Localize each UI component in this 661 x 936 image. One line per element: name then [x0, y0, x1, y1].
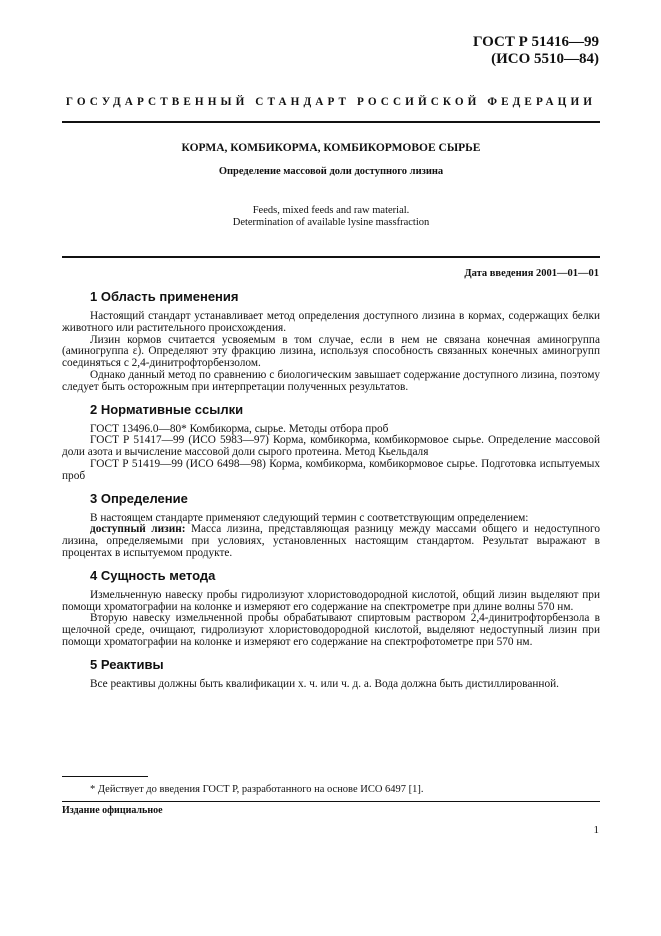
document-subtitle: Определение массовой доли доступного лизина [218, 166, 444, 177]
term-text: Масса лизина, представляющая разницу между массами общего и недоступного лизина, определяемыми при условиях, установленных настоящим стандартом. Результат выражают в процентах в испытуемом продукте. [62, 523, 600, 559]
footnote: * Действует до введения ГОСТ Р, разработанного на основе ИСО 6497 [1]. [90, 784, 424, 795]
footnote-divider [62, 776, 148, 777]
document-body [62, 289, 600, 699]
english-title [62, 205, 600, 229]
edition-label: Издание официальное [62, 805, 163, 816]
section-heading: 5 Реактивы [90, 656, 164, 672]
iso-number: (ИСО 5510—84) [491, 51, 599, 67]
reference-item: ГОСТ Р 51419—99 (ИСО 6498—98) Корма, комбикорма, комбикормовое сырье. Подготовка испытуемых проб [62, 457, 600, 482]
term: доступный лизин: [90, 523, 186, 536]
edition-divider [62, 801, 600, 802]
section-heading: 2 Нормативные ссылки [90, 401, 244, 417]
standard-number-block [473, 34, 599, 68]
section-heading: 4 Сущность метода [90, 567, 216, 583]
paragraph: Лизин кормов считается усвояемым в том случае, если в нем не связана конечная аминогруппа (аминогруппа ε). Определяют эту фракцию лизина, используя способность связанных конечных аминогрупп соединяться с 2,4-динитрофторбензолом. [62, 333, 600, 370]
reference-item: ГОСТ Р 51417—99 (ИСО 5983—97) Корма, комбикорма, комбикормовое сырье. Определение массовой доли азота и вычисление массовой доли сырого протеина. Метод Кьельдаля [62, 434, 600, 459]
paragraph: Настоящий стандарт устанавливает метод определения доступного лизина в кормах, содержащих белки животного или растительного происхождения. [62, 310, 600, 334]
section-normative-references [62, 402, 600, 483]
page-number: 1 [593, 824, 599, 836]
paragraph: Вторую навеску измельченной пробы обрабатывают спиртовым раствором 2,4-динитрофторбензола в щелочной среде, очищают, гидролизуют хлористоводородной кислотой, выделяют недоступный лизин при помощи хроматографии на колонке и измеряют его содержание на спектрофотометре при 570 нм. [62, 612, 600, 648]
english-title-line-1: Feeds, mixed feeds and raw material. [252, 205, 410, 216]
paragraph: В настоящем стандарте применяют следующий термин с соответствующим определением: [90, 511, 529, 524]
section-definition [62, 491, 600, 560]
reference-item: ГОСТ 13496.0—80* Комбикорма, сырье. Методы отбора проб [90, 422, 389, 435]
paragraph: Измельченную навеску пробы гидролизуют хлористоводородной кислотой, общий лизин выделяют при помощи хроматографии на колонке и измеряют его содержание на спектрометре при длине волны 570 нм. [62, 588, 600, 613]
paragraph: Все реактивы должны быть квалификации х. ч. или ч. д. а. Вода должна быть дистиллированной. [90, 677, 559, 690]
state-standard-heading: ГОСУДАРСТВЕННЫЙ СТАНДАРТ РОССИЙСКОЙ ФЕДЕРАЦИИ [65, 96, 597, 108]
standard-number: ГОСТ Р 51416—99 [472, 34, 599, 50]
section-heading: 3 Определение [90, 490, 188, 506]
effective-date: Дата введения 2001—01—01 [464, 268, 599, 279]
title-divider [62, 256, 600, 258]
english-title-line-2: Determination of available lysine massfraction [232, 217, 430, 228]
section-method-essence [62, 568, 600, 649]
section-heading: 1 Область применения [90, 289, 239, 304]
section-reagents [62, 657, 600, 691]
paragraph: Однако данный метод по сравнению с биологическим завышает содержание доступного лизина, поэтому следует быть осторожным при интерпретации полученных результатов. [62, 368, 600, 393]
section-scope [62, 289, 600, 394]
term-definition [62, 524, 600, 559]
document-title: КОРМА, КОМБИКОРМА, КОМБИКОРМОВОЕ СЫРЬЕ [181, 142, 481, 154]
header-divider [62, 121, 600, 123]
